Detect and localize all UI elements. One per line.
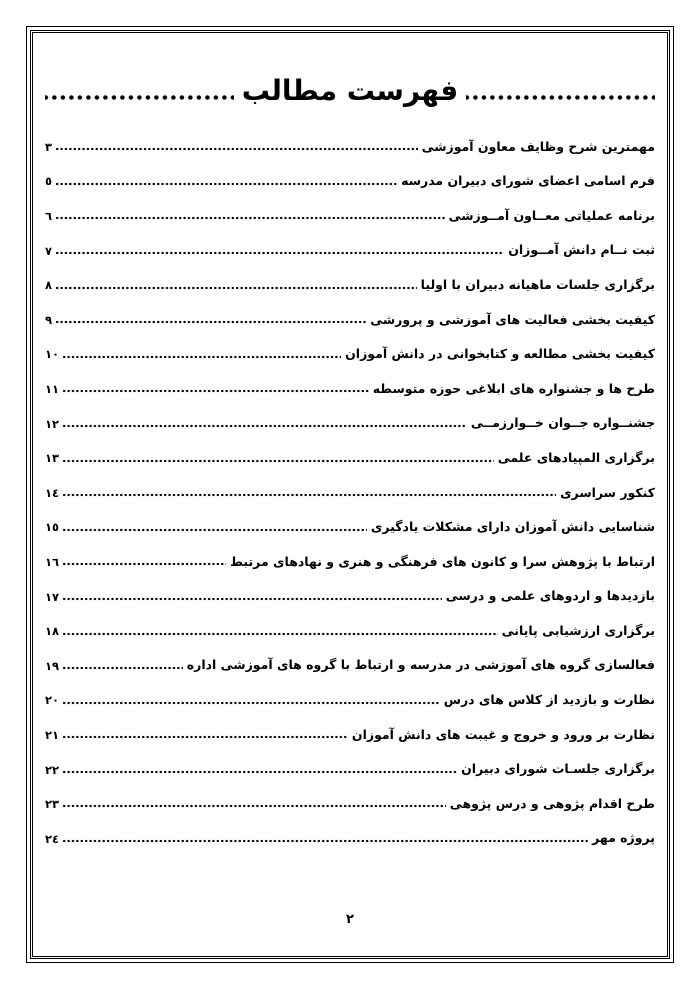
toc-entry-page-number: ٧ — [45, 243, 53, 258]
toc-title: فهرست مطالب — [241, 74, 459, 107]
dotted-leader — [62, 666, 183, 670]
toc-entry-page-number: ٢٣ — [45, 797, 60, 812]
toc-entry-page-number: ١٥ — [45, 520, 60, 535]
toc-entry-page-number: ١١ — [45, 381, 60, 396]
toc-entry-page-number: ١٩ — [45, 658, 60, 673]
toc-entry-label: پروژه مهر — [592, 830, 655, 846]
dotted-leader — [62, 735, 348, 739]
dotted-leader — [55, 182, 397, 186]
dotted-leader — [62, 632, 498, 636]
toc-entry-page-number: ١٤ — [45, 485, 60, 500]
toc-entry-page-number: ٢٤ — [45, 831, 60, 846]
toc-entry-label: برگزاری جلسات ماهیانه دبیران با اولیا — [420, 276, 655, 292]
toc-entry-label: جشنــواره جــوان خــوارزمــی — [470, 415, 655, 431]
toc-entry-label: برگزاری ارزشیابی پایانی — [501, 622, 655, 638]
toc-entry-row — [45, 223, 655, 258]
toc-entry-row — [45, 189, 655, 224]
toc-list — [45, 120, 655, 846]
toc-entry-label: شناسایی دانش آموزان دارای مشکلات یادگیری — [370, 519, 655, 535]
toc-entry-row — [45, 639, 655, 674]
toc-entry-label: برگزاری جلسـات شورای دبیران — [461, 761, 655, 777]
toc-title-row — [45, 74, 655, 108]
dotted-leader — [62, 389, 369, 393]
title-dotted-leader-right — [466, 94, 655, 101]
page-content — [45, 34, 655, 955]
toc-entry-label: بازدیدها و اردوهای علمی و درسی — [445, 588, 655, 604]
dotted-leader — [62, 355, 341, 359]
toc-entry-label: ارتباط با پژوهش سرا و کانون های فرهنگی و هنری و نهادهای مرتبط — [230, 553, 655, 569]
toc-entry-label: ثبت نــام دانش آمــوزان — [508, 242, 655, 258]
toc-entry-label: فرم اسامی اعضای شورای دبیران مدرسه — [401, 173, 655, 189]
toc-entry-page-number: ١٠ — [45, 347, 60, 362]
title-dotted-leader-left — [45, 94, 234, 101]
toc-entry-row — [45, 777, 655, 812]
toc-entry-label: برنامه عملیاتی معــاون آمــوزشی — [448, 207, 655, 223]
toc-entry-row — [45, 673, 655, 708]
toc-entry-label: طرح اقدام پژوهی و درس پژوهی — [449, 795, 655, 811]
toc-entry-label: کنکور سراسری — [560, 484, 655, 500]
toc-entry-page-number: ١٦ — [45, 554, 60, 569]
toc-entry-row — [45, 431, 655, 466]
dotted-leader — [62, 459, 494, 463]
toc-entry-page-number: ٢٠ — [45, 693, 60, 708]
dotted-leader — [55, 251, 504, 255]
toc-entry-label: طرح ها و جشنواره های ابلاغی حوزه متوسطه — [372, 380, 655, 396]
dotted-leader — [62, 424, 467, 428]
dotted-leader — [62, 839, 588, 843]
page-number-footer: ٢ — [346, 912, 354, 927]
toc-entry-row — [45, 500, 655, 535]
dotted-leader — [55, 286, 417, 290]
toc-entry-label: فعالسازی گروه های آموزشی در مدرسه و ارتباط با گروه های آموزشی اداره — [186, 657, 655, 673]
toc-entry-row — [45, 362, 655, 397]
toc-entry-row — [45, 120, 655, 155]
toc-entry-page-number: ٥ — [45, 174, 53, 189]
dotted-leader — [55, 320, 366, 324]
toc-entry-row — [45, 327, 655, 362]
toc-entry-row — [45, 258, 655, 293]
toc-entry-label: کیفیت بخشی مطالعه و کتابخوانی در دانش آموزان — [345, 346, 655, 362]
toc-entry-row — [45, 466, 655, 501]
toc-entry-page-number: ٢٢ — [45, 762, 60, 777]
toc-entry-label: مهمترین شرح وظایف معاون آموزشی — [421, 138, 655, 154]
dotted-leader — [62, 770, 457, 774]
dotted-leader — [62, 528, 367, 532]
toc-entry-page-number: ١٨ — [45, 624, 60, 639]
toc-entry-row — [45, 742, 655, 777]
dotted-leader — [62, 562, 226, 566]
dotted-leader — [55, 216, 445, 220]
toc-entry-page-number: ١٣ — [45, 451, 60, 466]
toc-entry-page-number: ٦ — [45, 209, 53, 223]
toc-entry-page-number: ٣ — [45, 139, 53, 154]
toc-entry-row — [45, 293, 655, 328]
dotted-leader — [62, 493, 556, 497]
toc-entry-row — [45, 708, 655, 743]
dotted-leader — [62, 701, 440, 705]
dotted-leader — [62, 804, 446, 808]
toc-entry-page-number: ١٧ — [45, 589, 60, 604]
toc-entry-label: نظارت و بازدید از کلاس های درس — [443, 692, 655, 708]
toc-entry-row — [45, 811, 655, 846]
toc-entry-page-number: ٨ — [45, 278, 53, 293]
toc-entry-row — [45, 535, 655, 570]
toc-entry-page-number: ٢١ — [45, 727, 60, 742]
dotted-leader — [55, 147, 418, 151]
toc-entry-page-number: ١٢ — [45, 416, 60, 431]
toc-entry-page-number: ٩ — [45, 312, 53, 327]
toc-entry-label: کیفیت بخشی فعالیت های آموزشی و پرورشی — [370, 311, 655, 327]
dotted-leader — [62, 597, 442, 601]
toc-entry-row — [45, 154, 655, 189]
toc-entry-row — [45, 604, 655, 639]
toc-entry-label: نظارت بر ورود و خروج و غیبت های دانش آموزان — [351, 726, 655, 742]
toc-entry-row — [45, 569, 655, 604]
toc-entry-label: برگزاری المپیادهای علمی — [497, 449, 655, 465]
toc-entry-row — [45, 396, 655, 431]
